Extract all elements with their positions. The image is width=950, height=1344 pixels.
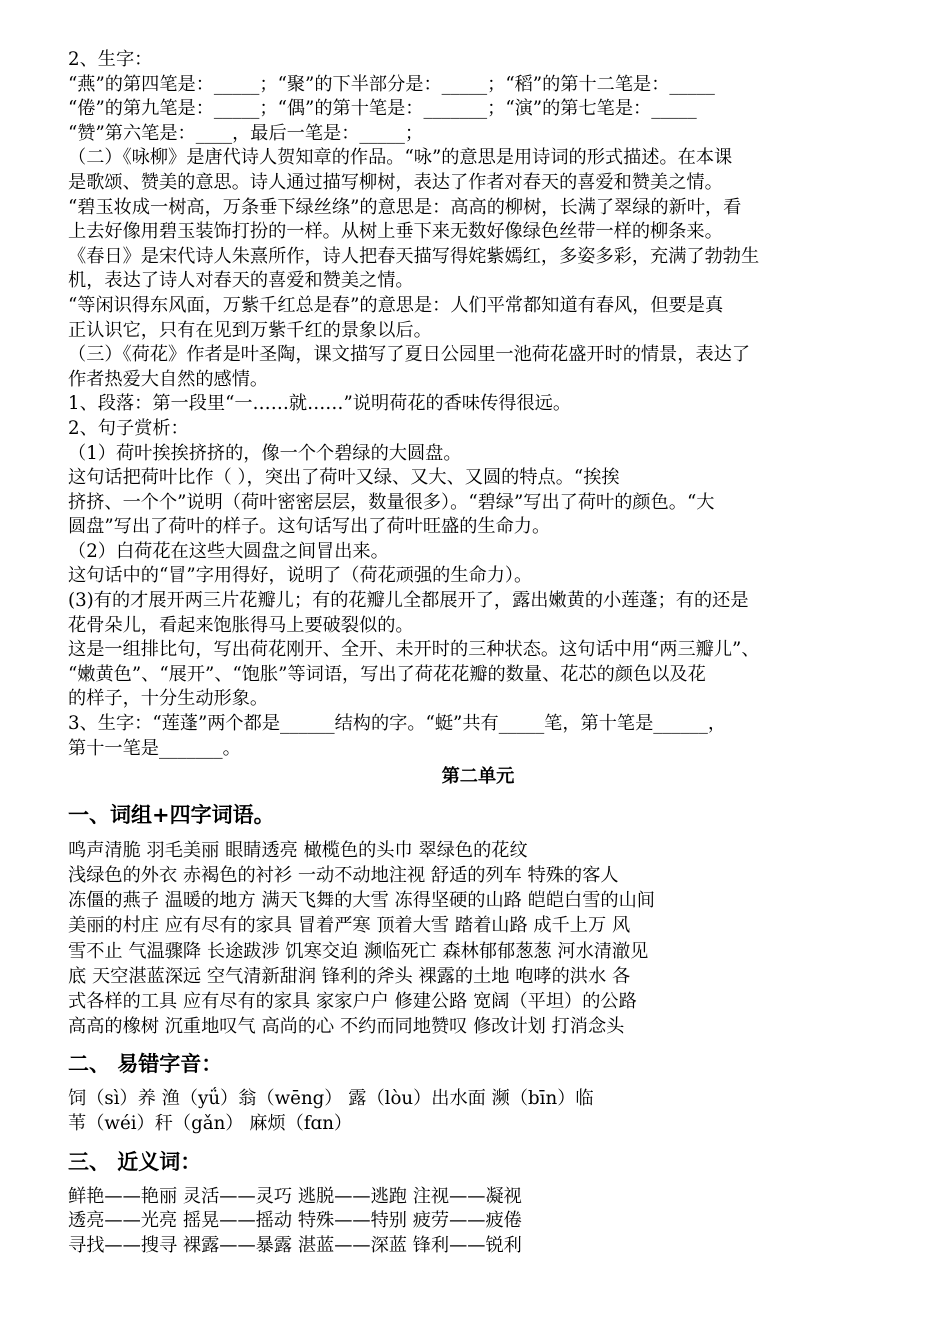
text-line: 鲜艳——艳丽 灵活——灵巧 逃脱——逃跑 注视——凝视 — [68, 1185, 522, 1207]
text-line: 上去好像用碧玉装饰打扮的一样。从树上垂下来无数好像绿色丝带一样的柳条来。 — [68, 221, 723, 243]
text-line: 圆盘”写出了荷叶的样子。这句话写出了荷叶旺盛的生命力。 — [68, 516, 551, 538]
text-line: 的样子，十分生动形象。 — [68, 688, 269, 710]
text-line: （三）《荷花》作者是叶圣陶，课文描写了夏日公园里一池荷花盛开时的情景，表达了 — [68, 344, 751, 366]
text-line: 3、生字：“莲蓬”两个都是______结构的字。“蜓”共有_____笔，第十笔是______， — [68, 713, 727, 735]
text-line: 浅绿色的外衣 赤褐色的衬衫 一动不动地注视 舒适的列车 特殊的客人 — [68, 865, 619, 887]
unit-title: 第二单元 — [441, 766, 515, 788]
text-line: 这句话中的“冒”字用得好，说明了（荷花顽强的生命力）。 — [68, 565, 533, 587]
text-line: 苇（wéi）秆（gǎn） 麻烦（fɑn） — [68, 1113, 353, 1135]
text-line: 高高的橡树 沉重地叹气 高尚的心 不约而同地赞叹 修改计划 打消念头 — [68, 1016, 625, 1038]
text-line: “燕”的第四笔是：_____；“聚”的下半部分是：_____；“稻”的第十二笔是：_____ — [68, 73, 715, 95]
text-line: “碧玉妆成一树高，万条垂下绿丝绦”的意思是：高高的柳树，长满了翠绿的新叶，看 — [68, 196, 742, 218]
text-line: 花骨朵儿，看起来饱胀得马上要破裂似的。 — [68, 614, 414, 636]
text-line: 这句话把荷叶比作（ ），突出了荷叶又绿、又大、又圆的特点。“挨挨 — [68, 467, 620, 489]
text-line: 透亮——光亮 摇晃——摇动 特殊——特别 疲劳——疲倦 — [68, 1210, 522, 1232]
document-page — [68, 48, 888, 1258]
text-line: 底 天空湛蓝深远 空气清新甜润 锋利的斧头 裸露的土地 咆哮的洪水 各 — [68, 965, 631, 987]
section-unit1-review — [68, 48, 888, 761]
text-line: 正认识它，只有在见到万紫千红的景象以后。 — [68, 319, 432, 341]
text-line: 挤挤、一个个”说明（荷叶密密层层，数量很多）。“碧绿”写出了荷叶的颜色。“大 — [68, 491, 715, 513]
text-line: 式各样的工具 应有尽有的家具 家家户户 修建公路 宽阔（平坦）的公路 — [68, 991, 637, 1013]
text-line: 《春日》是宋代诗人朱熹所作，诗人把春天描写得姹紫嫣红，多姿多彩，充满了勃勃生 — [68, 245, 760, 267]
text-line: “嫩黄色”、“展开”、“饱胀”等词语，写出了荷花花瓣的数量、花芯的颜色以及花 — [68, 663, 706, 685]
text-line: 2、句子赏析： — [68, 417, 189, 439]
text-line: 鸣声清脆 羽毛美丽 眼睛透亮 橄榄色的头巾 翠绿色的花纹 — [68, 839, 528, 861]
text-line: （1）荷叶挨挨挤挤的，像一个个碧绿的大圆盘。 — [68, 442, 462, 464]
text-line: （2）白荷花在这些大圆盘之间冒出来。 — [68, 540, 389, 562]
text-line: “等闲识得东风面，万紫千红总是春”的意思是：人们平常都知道有春风，但要是真 — [68, 294, 724, 316]
text-line: 饲（sì）养 渔（yǘ）翁（wēng） 露（lòu）出水面 濒（bīn）临 — [68, 1088, 594, 1110]
section-synonyms — [68, 1147, 888, 1259]
text-line: 这是一组排比句，写出荷花刚开、全开、未开时的三种状态。这句话中用“两三瓣儿”、 — [68, 639, 760, 661]
text-line: 寻找——搜寻 裸露——暴露 湛蓝——深蓝 锋利——锐利 — [68, 1234, 522, 1256]
text-line: “倦”的第九笔是：_____；“偶”的第十笔是：_______；“演”的第七笔是：_____ — [68, 98, 697, 120]
section-heading: 二、 易错字音： — [68, 1052, 223, 1077]
text-line: 第十一笔是_______。 — [68, 737, 241, 759]
text-line: “赞”第六笔是：____，最后一笔是：_____； — [68, 122, 424, 144]
text-line: 美丽的村庄 应有尽有的家具 冒着严寒 顶着大雪 踏着山路 成千上万 风 — [68, 915, 631, 937]
text-line: 是歌颂、赞美的意思。诗人通过描写柳树，表达了作者对春天的喜爱和赞美之情。 — [68, 171, 723, 193]
section-heading: 一、词组+四字词语。 — [68, 802, 275, 827]
text-line: (3)有的才展开两三片花瓣儿；有的花瓣儿全都展开了，露出嫩黄的小莲蓬；有的还是 — [68, 590, 749, 612]
text-line: 冻僵的燕子 温暖的地方 满天飞舞的大雪 冻得坚硬的山路 皑皑白雪的山间 — [68, 890, 655, 912]
text-line: 机，表达了诗人对春天的喜爱和赞美之情。 — [68, 270, 414, 292]
section-vocabulary — [68, 800, 888, 1040]
text-line: 雪不止 气温骤降 长途跋涉 饥寒交迫 濒临死亡 森林郁郁葱葱 河水清澈见 — [68, 940, 649, 962]
text-line: 1、段落：第一段里“一……就……”说明荷花的香味传得很远。 — [68, 393, 572, 415]
section-heading: 三、 近义词： — [68, 1149, 202, 1174]
text-line: （二）《咏柳》是唐代诗人贺知章的作品。“咏”的意思是用诗词的形式描述。在本课 — [68, 147, 733, 169]
section-pronunciation — [68, 1049, 888, 1136]
text-line: 作者热爱大自然的感情。 — [68, 368, 269, 390]
text-line: 2、生字： — [68, 49, 153, 70]
